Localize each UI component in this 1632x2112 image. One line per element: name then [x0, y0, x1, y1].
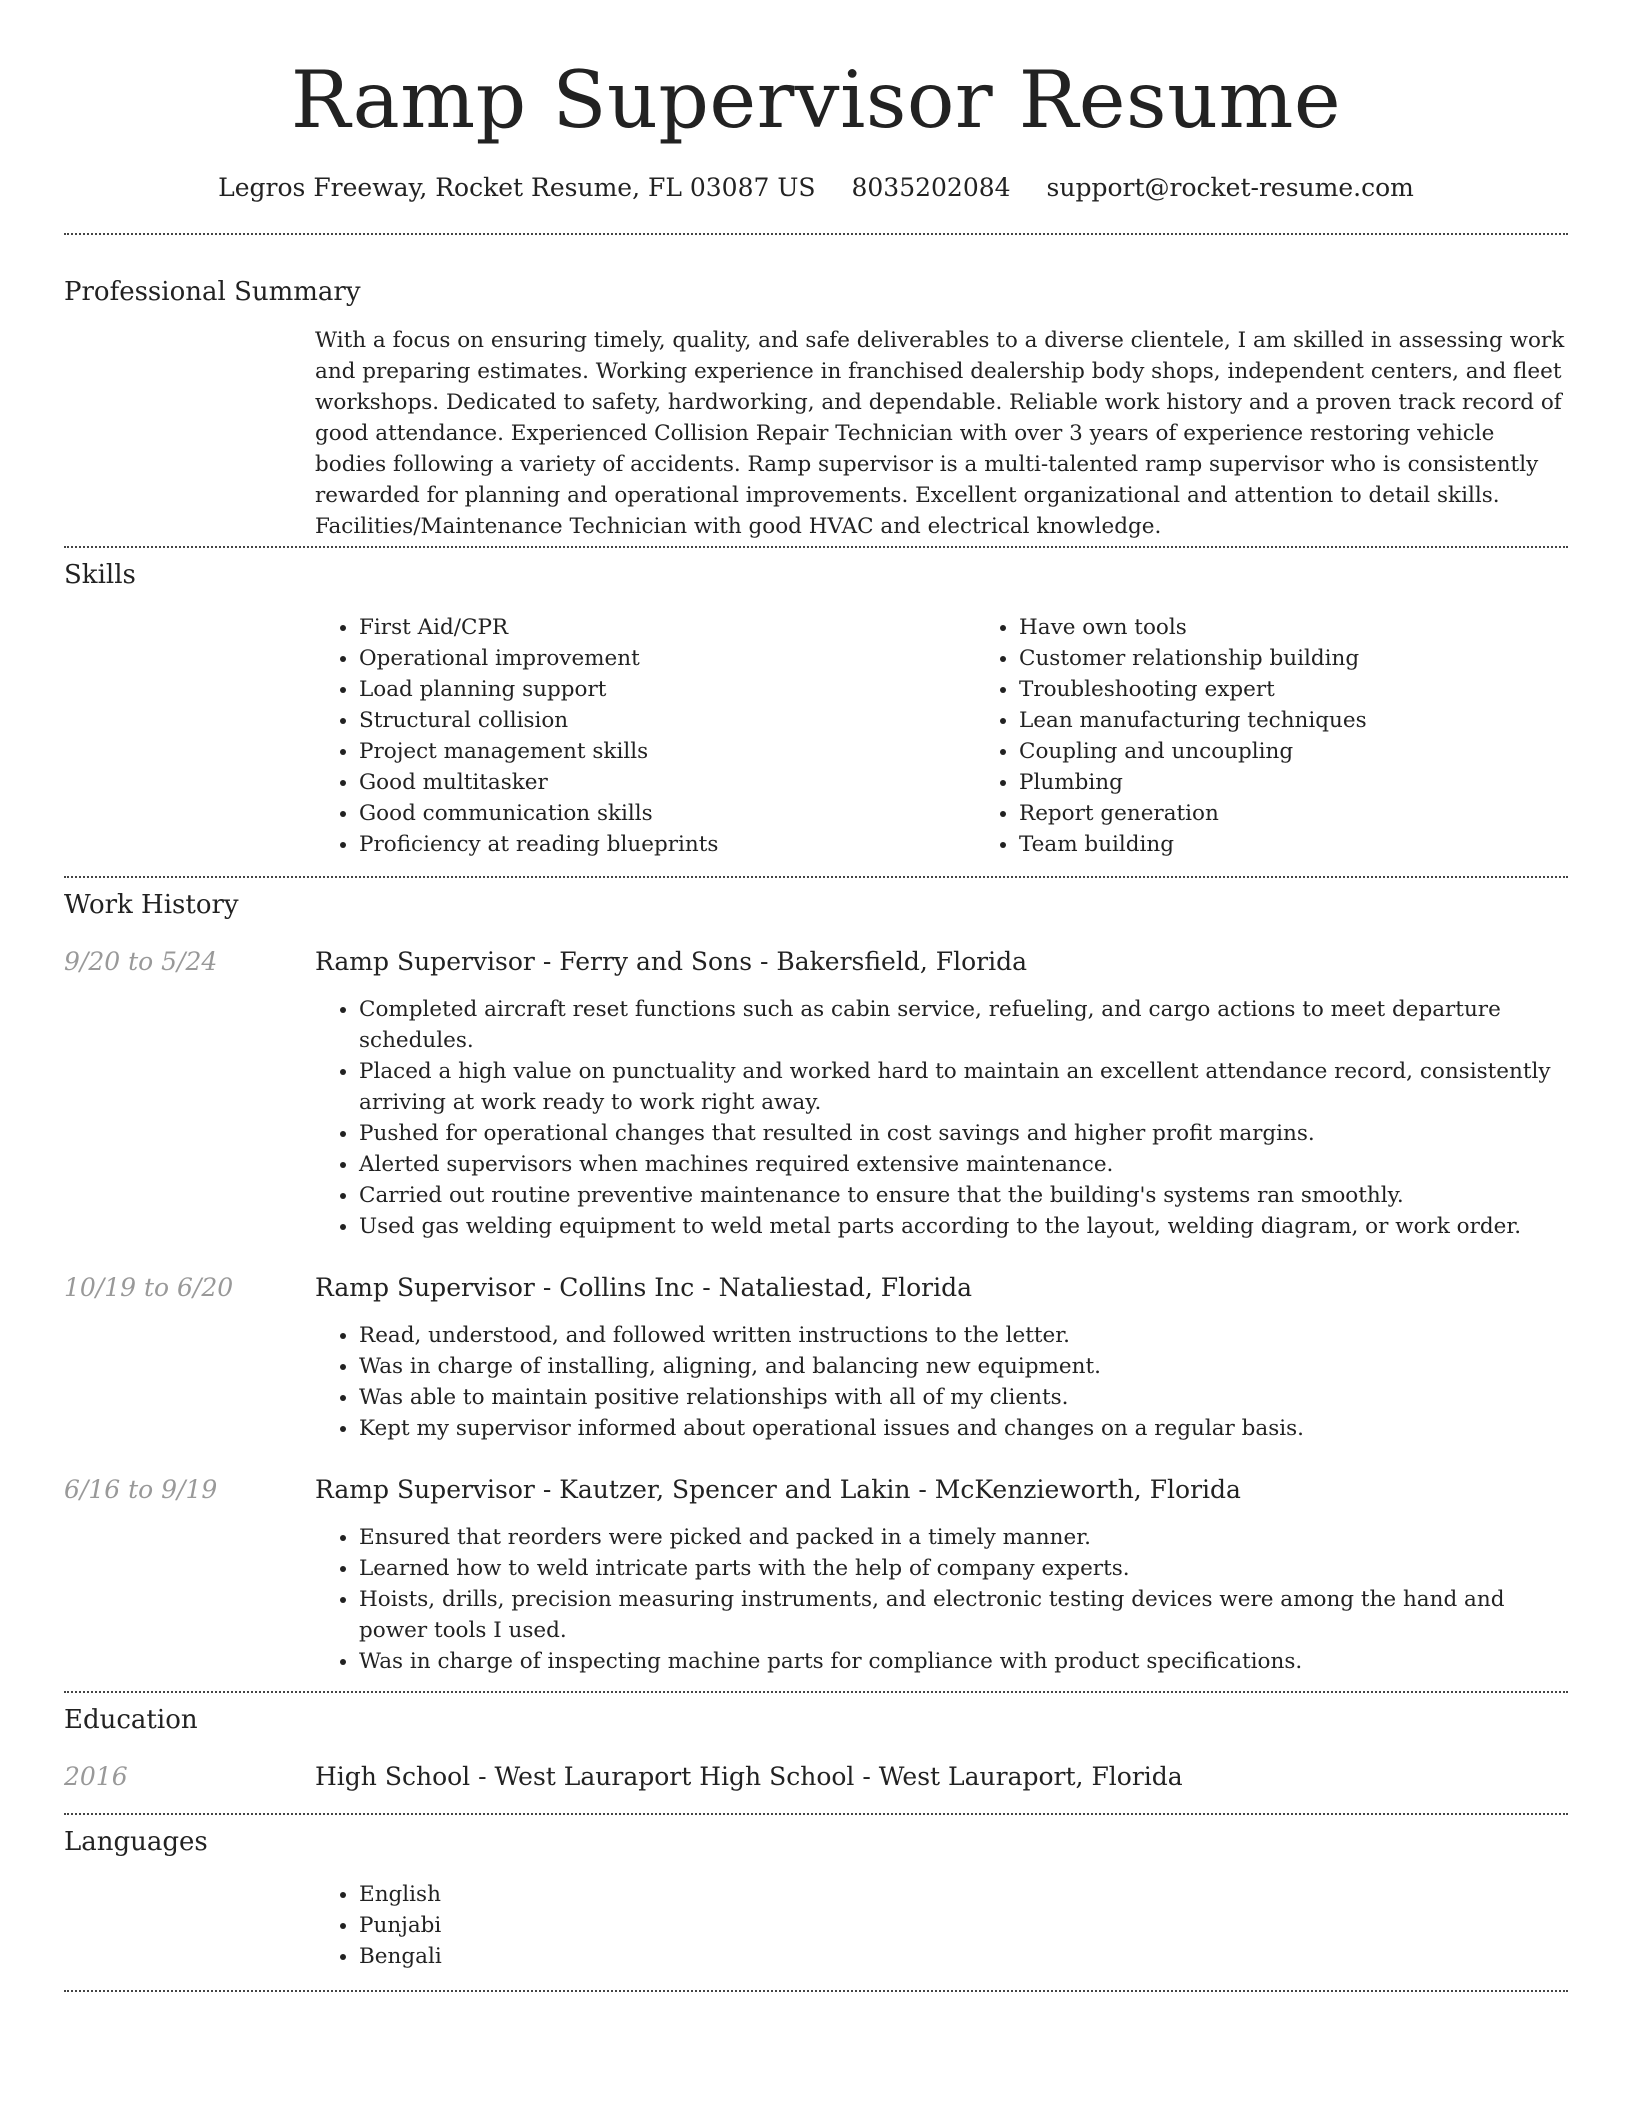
- job-bullet: • Was able to maintain positive relationships with all of my clients.: [359, 1382, 1568, 1413]
- skill-item: • Good communication skills: [359, 798, 975, 829]
- divider: [64, 1813, 1568, 1815]
- divider: [64, 1691, 1568, 1693]
- skill-item: • Load planning support: [359, 674, 975, 705]
- summary-section-title: Professional Summary: [64, 277, 361, 307]
- skill-item: • Operational improvement: [359, 643, 975, 674]
- education-title: High School - West Lauraport High School - West Lauraport, Florida: [315, 1762, 1183, 1791]
- job-header: [64, 946, 1568, 978]
- work-section-title: Work History: [64, 890, 239, 920]
- job-bullet: • Pushed for operational changes that resulted in cost savings and higher profit margins.: [359, 1118, 1568, 1149]
- resume-title: Ramp Supervisor Resume: [290, 54, 1342, 146]
- skill-item: • Customer relationship building: [1019, 643, 1632, 674]
- summary-row: [64, 325, 1568, 542]
- skills-columns: [315, 612, 1632, 860]
- education-date: 2016: [64, 1762, 128, 1791]
- job-title: Ramp Supervisor - Ferry and Sons - Bakersfield, Florida: [315, 947, 1027, 976]
- summary-text: With a focus on ensuring timely, quality, and safe deliverables to a diverse clientele, I am skilled in assessing work and preparing estimates. Working experience in franchised dealership body shops, independent centers, and fleet workshops. Dedicated to safety, hardworking, and dependable. Reliable work history and a proven track record of good attendance. Experienced Collision Repair Technician with over 3 years of experience restoring vehicle bodies following a variety of accidents. Ramp supervisor is a multi-talented ramp supervisor who is consistently rewarded for planning and operational improvements. Excellent organizational and attention to detail skills. Facilities/Maintenance Technician with good HVAC and electrical knowledge.: [315, 328, 1565, 539]
- contact-email: support@rocket-resume.com: [1046, 173, 1414, 202]
- skill-item: • Plumbing: [1019, 767, 1632, 798]
- skills-row: [64, 612, 1568, 860]
- contact-phone: 8035202084: [851, 173, 1011, 202]
- divider: [64, 546, 1568, 548]
- languages-row: [64, 1879, 1568, 1972]
- job-details: [64, 1320, 1568, 1444]
- education-section-title: Education: [64, 1705, 198, 1735]
- job-header: [64, 1474, 1568, 1506]
- languages-list: [315, 1879, 1568, 1972]
- job-date: 6/16 to 9/19: [64, 1475, 218, 1504]
- skill-item: • Project management skills: [359, 736, 975, 767]
- job-bullet: • Read, understood, and followed written instructions to the letter.: [359, 1320, 1568, 1351]
- job-bullet: • Completed aircraft reset functions such as cabin service, refueling, and cargo actions to meet departure schedules.: [359, 994, 1568, 1056]
- job-bullets: [315, 1320, 1568, 1444]
- skills-list-right: [975, 612, 1632, 860]
- job-bullet: • Learned how to weld intricate parts with the help of company experts.: [359, 1553, 1568, 1584]
- divider: [64, 233, 1568, 235]
- job-bullet: • Used gas welding equipment to weld metal parts according to the layout, welding diagram, or work order.: [359, 1211, 1568, 1242]
- skill-item: • First Aid/CPR: [359, 612, 975, 643]
- skill-item: • Structural collision: [359, 705, 975, 736]
- job-bullet: • Placed a high value on punctuality and worked hard to maintain an excellent attendance record, consistently arriving at work ready to work right away.: [359, 1056, 1568, 1118]
- skill-item: • Good multitasker: [359, 767, 975, 798]
- job-bullet: • Kept my supervisor informed about operational issues and changes on a regular basis.: [359, 1413, 1568, 1444]
- skill-item: • Team building: [1019, 829, 1632, 860]
- job-bullets: [315, 994, 1568, 1242]
- job-bullet: • Hoists, drills, precision measuring instruments, and electronic testing devices were among the hand and power tools I used.: [359, 1584, 1568, 1646]
- contact-address: Legros Freeway, Rocket Resume, FL 03087 US: [218, 173, 816, 202]
- language-item: • English: [359, 1879, 1568, 1910]
- language-item: • Punjabi: [359, 1910, 1568, 1941]
- job-title: Ramp Supervisor - Kautzer, Spencer and Lakin - McKenzieworth, Florida: [315, 1475, 1241, 1504]
- contact-line: [64, 172, 1568, 204]
- skill-item: • Troubleshooting expert: [1019, 674, 1632, 705]
- job-details: [64, 1522, 1568, 1677]
- skill-item: • Proficiency at reading blueprints: [359, 829, 975, 860]
- education-entry: [64, 1761, 1568, 1793]
- job-bullet: • Alerted supervisors when machines required extensive maintenance.: [359, 1149, 1568, 1180]
- divider: [64, 1990, 1568, 1992]
- job-bullet: • Was in charge of installing, aligning, and balancing new equipment.: [359, 1351, 1568, 1382]
- job-details: [64, 994, 1568, 1242]
- skills-section-title: Skills: [64, 560, 136, 590]
- job-date: 9/20 to 5/24: [64, 947, 218, 976]
- job-header: [64, 1272, 1568, 1304]
- language-item: • Bengali: [359, 1941, 1568, 1972]
- job-bullet: • Carried out routine preventive maintenance to ensure that the building's systems ran smoothly.: [359, 1180, 1568, 1211]
- job-bullet: • Was in charge of inspecting machine parts for compliance with product specifications.: [359, 1646, 1568, 1677]
- skills-list-left: [315, 612, 975, 860]
- job-bullets: [315, 1522, 1568, 1677]
- skill-item: • Lean manufacturing techniques: [1019, 705, 1632, 736]
- divider: [64, 876, 1568, 878]
- job-title: Ramp Supervisor - Collins Inc - Nataliestad, Florida: [315, 1273, 973, 1302]
- job-bullet: • Ensured that reorders were picked and packed in a timely manner.: [359, 1522, 1568, 1553]
- skill-item: • Have own tools: [1019, 612, 1632, 643]
- skill-item: • Coupling and uncoupling: [1019, 736, 1632, 767]
- skill-item: • Report generation: [1019, 798, 1632, 829]
- languages-section-title: Languages: [64, 1827, 208, 1857]
- job-date: 10/19 to 6/20: [64, 1273, 234, 1302]
